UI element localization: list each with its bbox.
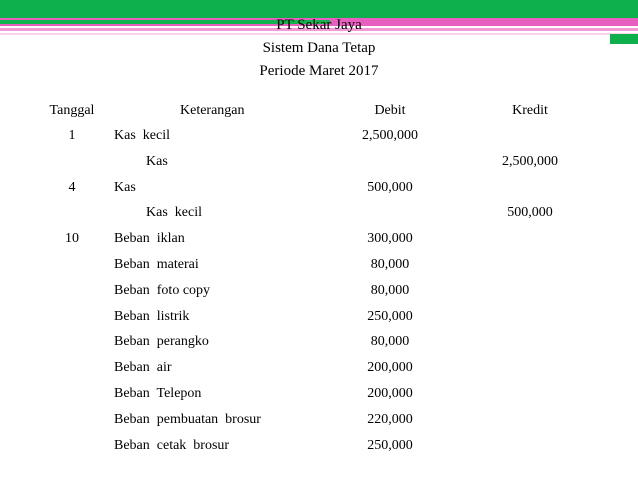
cell-keterangan: Beban cetak brosur — [114, 437, 230, 453]
cell-debit: 200,000 — [367, 360, 413, 376]
column-header-kredit: Kredit — [512, 103, 548, 118]
table-row — [0, 438, 638, 464]
cell-tanggal: 4 — [68, 179, 76, 195]
cell-debit: 2,500,000 — [362, 128, 418, 143]
table-row — [0, 257, 638, 283]
cell-tanggal: 1 — [68, 128, 76, 143]
report-period: Periode Maret 2017 — [259, 63, 379, 79]
table-row — [0, 128, 638, 154]
cell-keterangan: Kas kecil — [146, 205, 202, 221]
cell-debit: 80,000 — [370, 334, 410, 350]
cell-keterangan: Beban air — [114, 360, 172, 376]
table-row — [0, 231, 638, 257]
company-name: PT Sekar Jaya — [276, 17, 362, 33]
cell-keterangan: Beban perangko — [114, 334, 209, 350]
table-row — [0, 386, 638, 412]
cell-tanggal: 10 — [65, 231, 79, 247]
table-row — [0, 283, 638, 309]
cell-keterangan: Beban pembuatan brosur — [114, 411, 261, 427]
cell-keterangan: Kas kecil — [114, 128, 170, 143]
cell-kredit: 500,000 — [507, 205, 553, 221]
cell-debit: 200,000 — [367, 386, 413, 401]
cell-debit: 220,000 — [367, 411, 413, 427]
report-header — [0, 14, 638, 83]
column-header-keterangan: Keterangan — [180, 103, 245, 118]
cell-keterangan: Beban iklan — [114, 231, 185, 247]
column-header-tanggal: Tanggal — [49, 103, 95, 118]
cell-debit: 80,000 — [370, 257, 410, 272]
table-row — [0, 309, 638, 335]
cell-keterangan: Beban materai — [114, 257, 199, 272]
column-header-debit: Debit — [374, 103, 406, 118]
table-row — [0, 334, 638, 360]
cell-keterangan: Beban foto copy — [114, 282, 211, 298]
cell-keterangan: Kas — [114, 179, 136, 195]
table-row — [0, 205, 638, 231]
cell-debit: 300,000 — [367, 231, 413, 247]
cell-debit: 80,000 — [370, 282, 410, 298]
cell-keterangan: Beban listrik — [114, 308, 190, 324]
cell-keterangan: Kas — [146, 153, 168, 169]
table-row — [0, 360, 638, 386]
cell-debit: 250,000 — [367, 437, 413, 453]
table-row — [0, 412, 638, 438]
cell-keterangan: Beban Telepon — [114, 386, 202, 401]
table-row — [0, 154, 638, 180]
cell-debit: 500,000 — [367, 179, 413, 195]
system-name: Sistem Dana Tetap — [262, 40, 376, 56]
cell-debit: 250,000 — [367, 308, 413, 324]
table-row — [0, 180, 638, 206]
cell-kredit: 2,500,000 — [502, 153, 558, 169]
